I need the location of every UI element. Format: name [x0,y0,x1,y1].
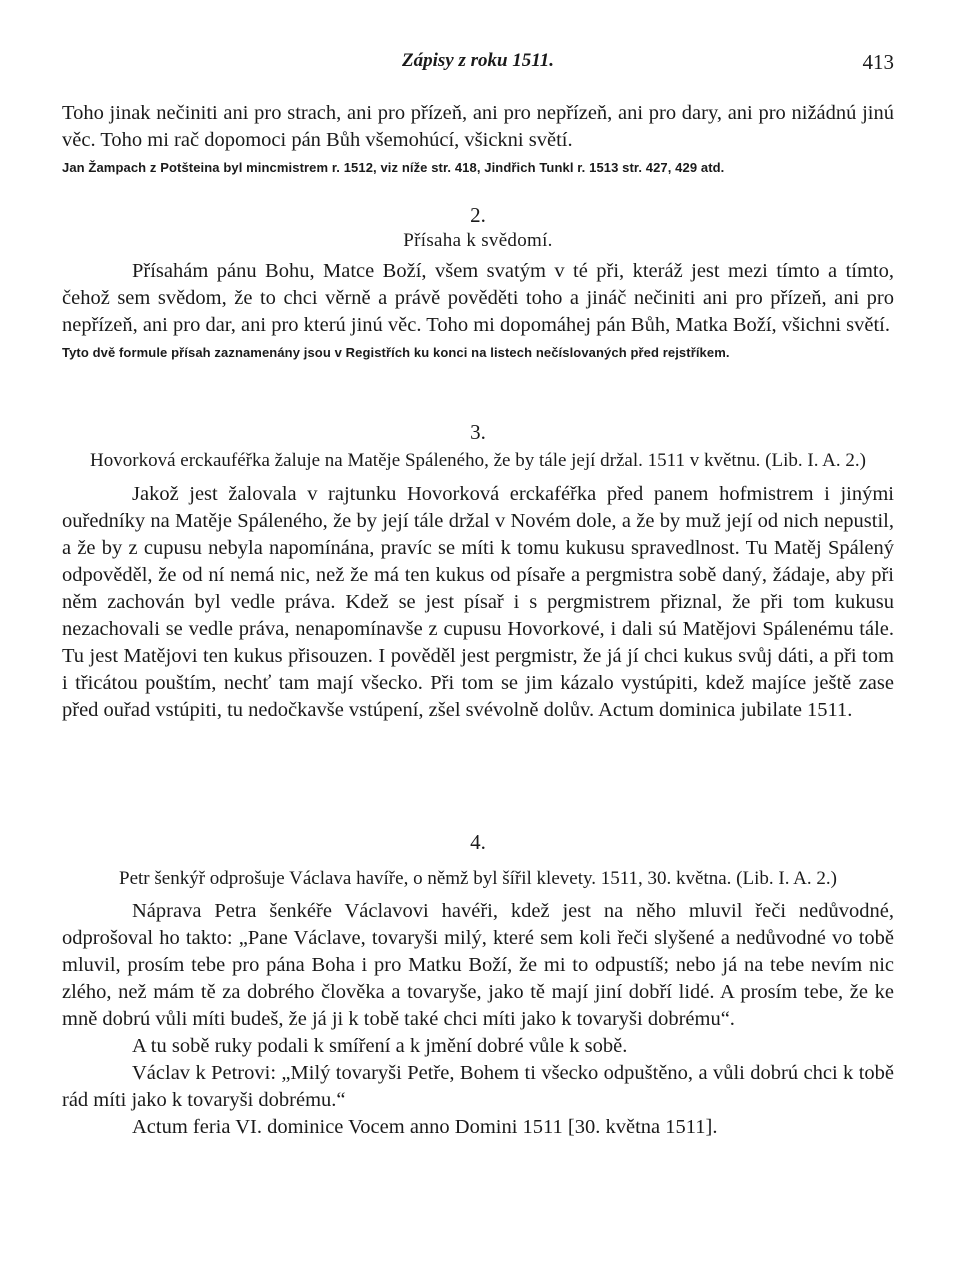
section-note: Tyto dvě formule přísah zaznamenány jsou v Registřích ku konci na listech nečíslovaných před rejstříkem. [62,345,730,360]
section-paragraph: Václav k Petrovi: „Milý tovaryši Petře, Bohem ti všecko odpuštěno, a vůli dobrú chci k tobě rád míti jako k tovaryši dobrému.“ [62,1062,894,1111]
section-number: 4. [470,830,486,854]
section-number: 2. [470,203,486,227]
section-number: 3. [470,420,486,444]
section-summary: Hovorková erckauféřka žaluje na Matěje Spáleného, že by tále její držal. 1511 v květnu. (Lib. I. A. 2.) [90,450,866,471]
section-paragraph: Actum feria VI. dominice Vocem anno Domini 1511 [30. května 1511]. [132,1116,718,1138]
section-3 [62,420,894,724]
section-summary: Petr šenkýř odprošuje Václava havíře, o němž byl šířil klevety. 1511, 30. května. (Lib. I. A. 2.) [119,868,837,889]
section-paragraph: Náprava Petra šenkéře Václavovi havéři, kdež jest na něho mluvil řeči nedůvodné, odprošoval ho takto: „Pane Václave, tovaryši milý, které sem koli řeči slyšené a nedůvodné vo tobě mluvil, prosím tebe pro pána Boha i pro Matku Boží, že mi to odpustíš; nebo já na tebe nevím nic zlého, než mám tě za dobrého člověka a tovaryše, jako tě mají jiní dobří lidé. A prosím tebe, že ke mně dobrú vůli míti budeš, že já ji k tobě také chci míti jako k tovaryši dobrému“. [62,900,894,1030]
section-paragraph: A tu sobě ruky podali k smíření a k jmění dobré vůle k sobě. [132,1035,628,1057]
continuation-block [62,100,894,177]
section-2 [62,203,894,362]
page-header [62,50,894,80]
continuation-paragraph: Toho jinak nečiniti ani pro strach, ani pro přízeň, ani pro nepřízeň, ani pro dary, ani pro nižádnú jinú věc. Toho mi rač dopomoci pán Bůh všemohúcí, všickni světí. [62,102,894,151]
page-number: 413 [862,50,894,74]
oath-paragraph: Přísahám pánu Bohu, Matce Boží, všem svatým v té při, kteráž jest mezi tímto a tímto, čehož sem svědom, že to chci věrně a právě pověděti toho a jináč nečiniti ani pro přízeň, ani pro nepřízeň, ani pro dar, ani pro kterú jinú věc. Toho mi dopomáhej pán Bůh, Matka Boží, všichni světí. [62,260,894,336]
section-title: Přísaha k svědomí. [403,230,553,251]
running-title: Zápisy z roku 1511. [401,50,555,71]
section-paragraph: Jakož jest žalovala v rajtunku Hovorková erckaféřka před panem hofmistrem i jinými ouředníky na Matěje Spáleného, že by její tále držal v Novém dole, a že by muž její od nich nepustil, a že by z cupusu nebyla napomínána, pravíc se míti k tomu kukusu spravedlnost. Tu Matěj Spálený odpověděl, že od ní nemá nic, než že má ten kukus od písaře a pergmistra sobě daný, žádaje, aby při něm zachován byl vedle práva. Kdež se jest písař i s pergmistrem přiznal, že při tom kukusu nezachovali se vedle práva, nenapomínavše z cupusu Hovorkové, i dali sú Matějovi Spálenému tále. Tu jest Matějovi ten kukus přisouzen. I pověděl jest pergmistr, že já jí chci kukus svůj dáti, a při tom i třicátou pouštím, nechť tam mají všecko. Při tom se jim kázalo vystúpiti, kdež majíce ještě zase před ouřad vstúpiti, tu nedočkavše vstúpení, zšel svévolně dolův. Actum dominica jubilate 1511. [62,483,894,721]
footnote: Jan Žampach z Potšteina byl mincmistrem r. 1512, viz níže str. 418, Jindřich Tunkl r. 1513 str. 427, 429 atd. [62,160,725,175]
section-4 [62,830,894,1141]
